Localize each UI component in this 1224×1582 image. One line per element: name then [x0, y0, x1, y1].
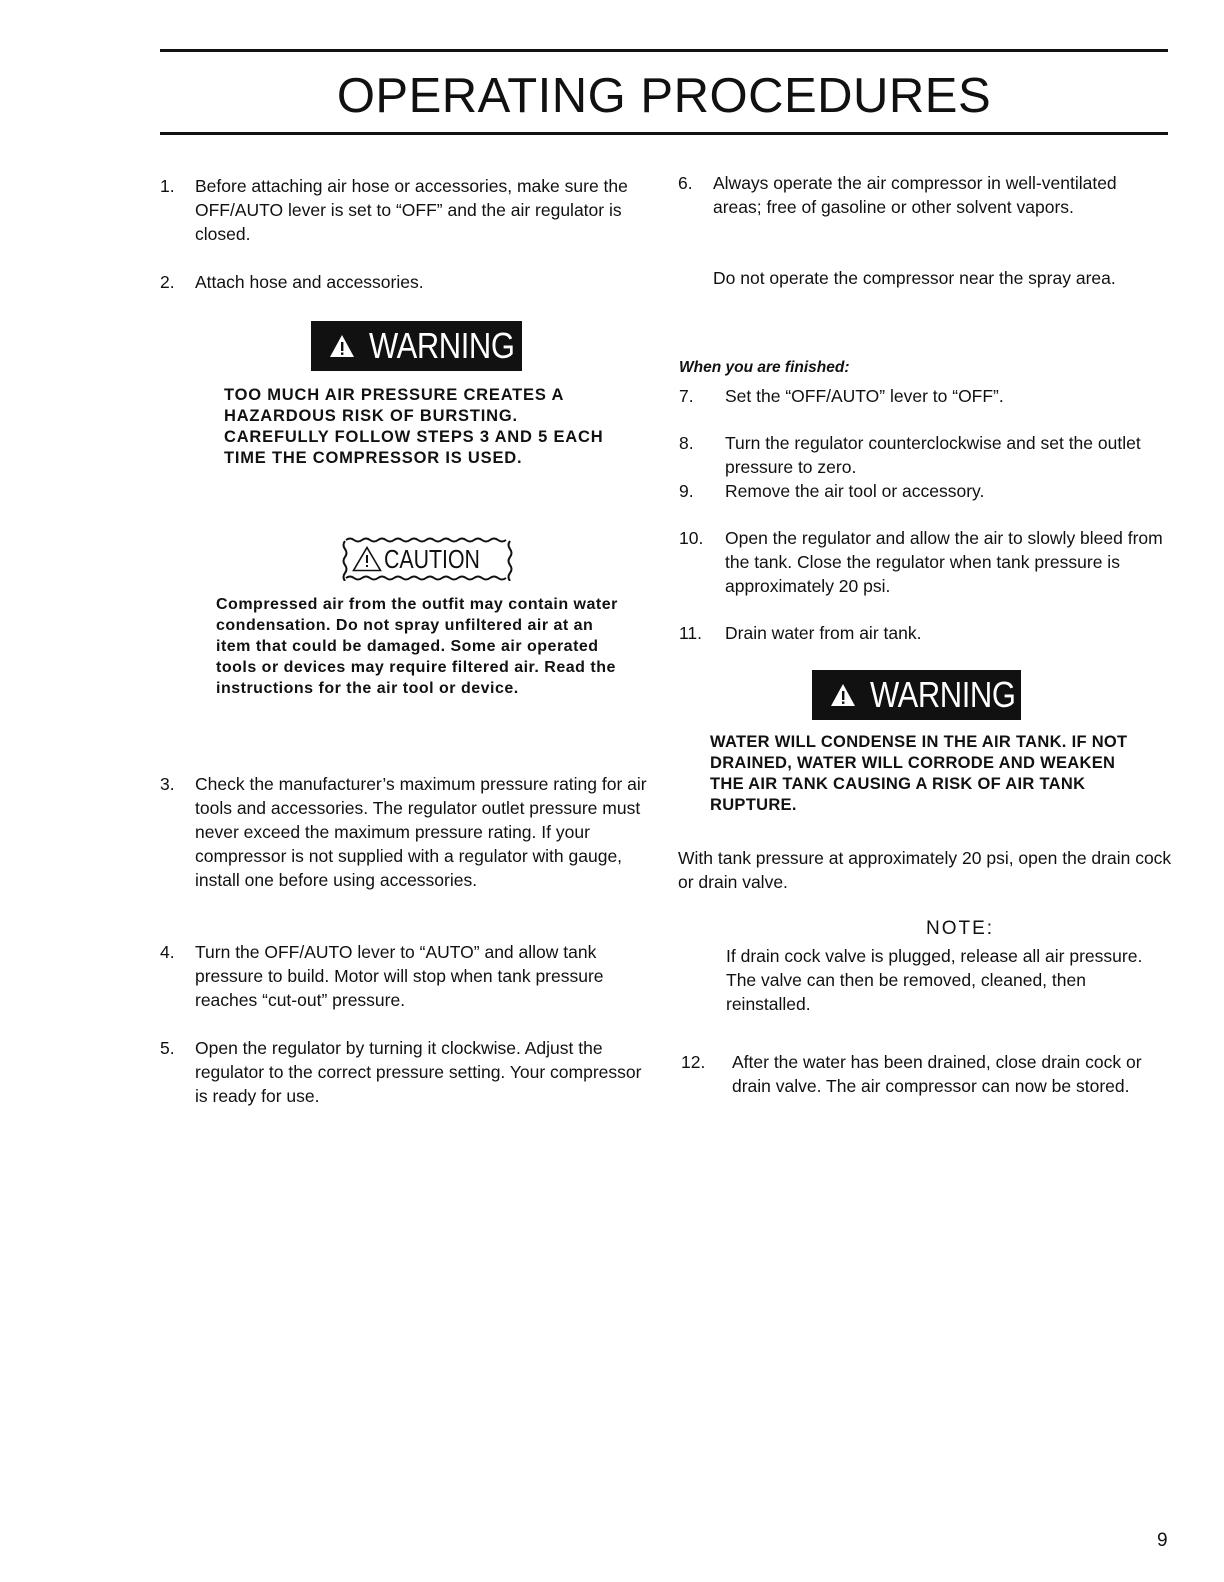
step-text: After the water has been drained, close drain cock or drain valve. The air compressor can now be stored.: [732, 1052, 1142, 1096]
step-text: Set the “OFF/AUTO” lever to “OFF”.: [725, 386, 1004, 406]
step-number: 2.: [160, 272, 175, 292]
step-text: Check the manufacturer’s maximum pressure rating for air tools and accessories. The regulator outlet pressure must never exceed the maximum pressure rating. If your compressor is not supplied with a regulator with gauge, install one before using accessories.: [195, 774, 647, 890]
step-text: Drain water from air tank.: [725, 623, 922, 643]
warning-label: WARNING: [870, 674, 1016, 715]
step-text: Turn the OFF/AUTO lever to “AUTO” and allow tank pressure to build. Motor will stop when tank pressure reaches “cut-out” pressure.: [195, 942, 604, 1010]
caution-text: Compressed air from the outfit may contain water condensation. Do not spray unfiltered air at an item that could be damaged. Some air operated tools or devices may require filtered air. Read the instructions for the air tool or device.: [216, 596, 618, 697]
finished-heading: When you are finished:: [679, 359, 850, 376]
step-number: 4.: [160, 942, 175, 962]
step-number: 3.: [160, 774, 175, 794]
step-text: Attach hose and accessories.: [195, 272, 424, 292]
step-number: 8.: [679, 433, 694, 453]
step-text: Turn the regulator counterclockwise and set the outlet pressure to zero.: [725, 433, 1141, 477]
top-rule: [160, 49, 1168, 52]
step-text: Open the regulator by turning it clockwise. Adjust the regulator to the correct pressure setting. Your compressor is ready for use.: [195, 1038, 642, 1106]
step-text: Before attaching air hose or accessories, make sure the OFF/AUTO lever is set to “OFF” and the air regulator is closed.: [195, 176, 628, 244]
step-number: 12.: [681, 1052, 706, 1072]
step-6-note: Do not operate the compressor near the spray area.: [713, 268, 1116, 288]
note-heading: NOTE:: [926, 918, 995, 939]
step-number: 7.: [679, 386, 694, 406]
page-title: OPERATING PROCEDURES: [336, 69, 992, 123]
bottom-rule: [160, 132, 1168, 135]
note-text: If drain cock valve is plugged, release all air pressure. The valve can then be removed, cleaned, then reinstalled.: [726, 946, 1143, 1014]
step-number: 6.: [678, 173, 693, 193]
caution-label: CAUTION: [384, 544, 480, 574]
caution-banner: [342, 537, 514, 581]
step-number: 1.: [160, 176, 175, 196]
warning-text: WATER WILL CONDENSE IN THE AIR TANK. IF NOT DRAINED, WATER WILL CORRODE AND WEAKEN THE AIR TANK CAUSING A RISK OF AIR TANK RUPTURE.: [710, 733, 1128, 814]
warning-label: WARNING: [369, 325, 515, 366]
step-text: Remove the air tool or accessory.: [725, 481, 985, 501]
page-number: 9: [1157, 1530, 1168, 1551]
warning-text: TOO MUCH AIR PRESSURE CREATES A HAZARDOUS RISK OF BURSTING. CAREFULLY FOLLOW STEPS 3 AND 5 EACH TIME THE COMPRESSOR IS USED.: [224, 386, 604, 467]
step-text: Always operate the air compressor in well-ventilated areas; free of gasoline or other solvent vapors.: [713, 173, 1117, 217]
drain-paragraph: With tank pressure at approximately 20 psi, open the drain cock or drain valve.: [678, 848, 1172, 892]
step-number: 11.: [679, 623, 703, 643]
step-number: 5.: [160, 1038, 175, 1058]
step-number: 9.: [679, 481, 694, 501]
warning-banner: [812, 670, 1021, 720]
step-text: Open the regulator and allow the air to slowly bleed from the tank. Close the regulator when tank pressure is approximately 20 psi.: [725, 528, 1163, 596]
warning-triangle-icon: [329, 334, 355, 358]
caution-triangle-icon: [352, 546, 382, 572]
step-number: 10.: [679, 528, 704, 548]
warning-triangle-icon: [830, 683, 856, 707]
warning-banner: [311, 321, 522, 371]
